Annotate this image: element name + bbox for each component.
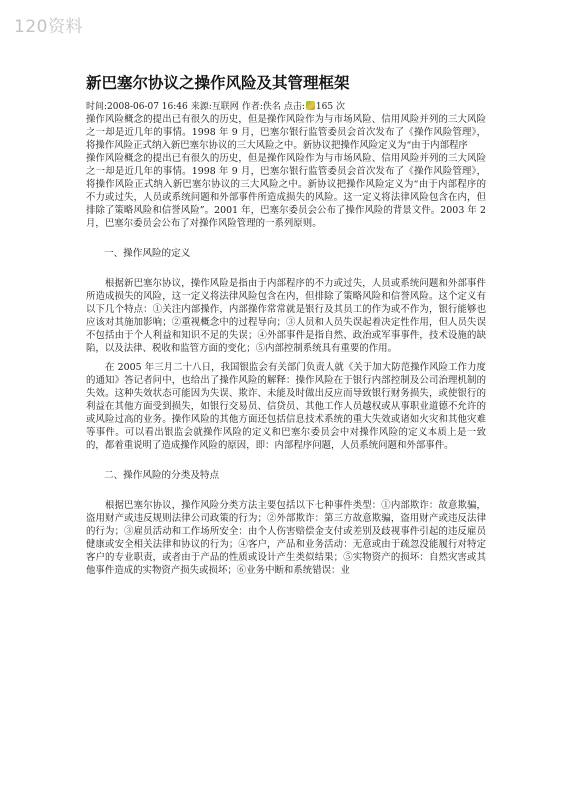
author: 佚名 <box>262 102 281 112</box>
section-2-paragraph-1: 根据巴塞尔协议，操作风险分类方法主要包括以下七种事件类型：①内部欺诈：故意欺骗，盗用财产或违反规则法律公司政策的行为；②外部欺诈：第三方故意欺骗，盗用财产或违反法律的行为；③雇员活动和工作场所安全：由个人伤害赔偿金支付或差别及歧视事件引起的违反雇员健康或安全相关法律和协议的行为；④客户，产品和业务活动：无意或由于疏忽没能履行对特定客户的专业职责，或者由于产品的性质或设计产生类似结果；⑤实物资产的损坏：自然灾害或其他事件造成的实物资产损失或损坏；⑥业务中断和系统错误：业 <box>86 500 486 576</box>
section-1-paragraph-2: 在 2005 年三月二十八日，我国银监会有关部门负责人就《关于加大防范操作风险工作力度的通知》答记者问中，也给出了操作风险的解释：操作风险在于银行内部控制及公司治理机制的失效。这种失效状态可能因为失误、欺诈、未能及时做出反应而导致银行财务损失，或使银行的利益在其他方面受到损失，如银行交易员、信贷员、其他工作人员越权或从事职业道德不允许的或风险过高的业务。操作风险的其他方面还包括信息技术系统的重大失效或诸如火灾和其他灾难等事件。可以看出银监会就操作风险的定义和巴塞尔委员会中对操作风险的定义本质上是一致的，都着重说明了造成操作风险的原因，即：内部程序问题，人员系统问题和外部事件。 <box>86 362 486 451</box>
source-label: 来源: <box>190 102 212 112</box>
hits-icon <box>306 101 315 110</box>
intro-paragraph-2: 操作风险概念的提出已有很久的历史，但是操作风险作为与市场风险、信用风险并列的三大风险之一却是近几年的事情。1998 年 9 月，巴塞尔银行监管委员会首次发布了《操作风险管理》，将操作风险正式纳入新巴塞尔协议的三大风险之中。新协议把操作风险定义为“由于内部程序的不力或过失，人员或系统问题和外部事件所造成损失的风险。这一定义将法律风险包含在内，但排除了策略风险和信誉风险”。2001 年，巴塞尔委员会公布了操作风险的背景文件。2003 年 2 月，巴塞尔委员会公布了对操作风险管理的一系列原则。 <box>86 153 486 229</box>
source: 互联网 <box>211 102 239 112</box>
publish-time: 2008-06-07 16:46 <box>107 102 188 112</box>
intro-paragraph-1: 操作风险概念的提出已有很久的历史，但是操作风险作为与市场风险、信用风险并列的三大风险之一却是近几年的事情。1998 年 9 月，巴塞尔银行监管委员会首次发布了《操作风险管理》，将操作风险正式纳入新巴塞尔协议的三大风险之中。新协议把操作风险定义为“由于内部程序 <box>86 114 486 151</box>
article <box>86 74 486 577</box>
section-1-paragraph-1: 根据新巴塞尔协议，操作风险是指由于内部程序的不力或过失，人员或系统问题和外部事件所造成损失的风险，这一定义将法律风险包含在内，但排除了策略风险和信誉风险。这个定义有以下几个特点：①关注内部操作，内部操作常常就是银行及其员工的作为或不作为，银行能够也应该对其施加影响；②重视概念中的过程导向；③人员和人员失误起着决定性作用，但人员失误不包括由于个人利益和知识不足的失误；④外部事件是指自然、政治或军事事件，技术设施的缺陷，以及法律、税收和监管方面的变化；⑤内部控制系统具有重要的作用。 <box>86 278 486 354</box>
author-label: 作者: <box>241 102 263 112</box>
hits-label: 点击: <box>283 102 305 112</box>
section-heading-classification: 二、操作风险的分类及特点 <box>104 470 220 481</box>
section-heading-definition: 一、操作风险的定义 <box>104 248 191 259</box>
article-meta <box>86 101 486 113</box>
article-title: 新巴塞尔协议之操作风险及其管理框架 <box>86 74 350 92</box>
watermark: 120资料 <box>14 17 83 37</box>
time-label: 时间: <box>86 102 108 112</box>
hits-count: 165 次 <box>315 102 345 112</box>
